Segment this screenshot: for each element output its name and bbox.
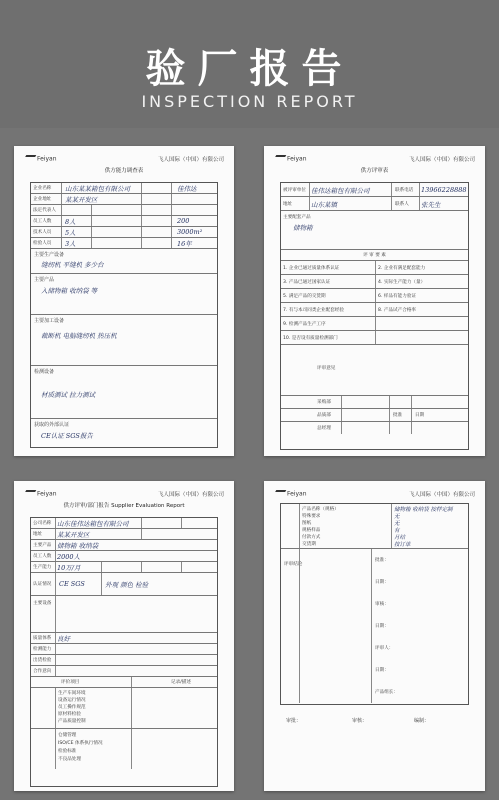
eval-item: 原材料检验 xyxy=(58,712,81,717)
eval-header: 记录/描述 xyxy=(171,680,191,685)
company-logo xyxy=(274,490,307,498)
handwritten-value: 3人 xyxy=(65,240,76,248)
handwritten-value: 10万/月 xyxy=(57,564,81,572)
company-name: 飞人国际（中国）有限公司 xyxy=(157,492,224,498)
company-logo xyxy=(274,155,307,163)
handwritten-value: CE SGS xyxy=(59,580,85,588)
date-label: 日期 xyxy=(415,413,425,418)
logo-text: Feiyan xyxy=(37,490,57,498)
section-label: 检测设备 xyxy=(34,369,55,375)
footer-prepared: 编制： xyxy=(414,718,430,724)
review-item-4: 4. 实际生产能力（量） xyxy=(378,280,426,285)
product-field-label: 规格样品 xyxy=(302,528,321,533)
handwritten-note: 材质测试 拉力测试 xyxy=(41,391,96,399)
approval-label: 评审人： xyxy=(375,646,394,651)
company-logo xyxy=(24,155,57,163)
company-name: 飞人国际（中国）有限公司 xyxy=(157,157,224,163)
handwritten-note: 裁断机 电脑缝纫机 热压机 xyxy=(41,332,117,340)
company-logo xyxy=(24,490,57,498)
review-item-1: 1. 企业已通过质量体系认证 xyxy=(283,266,340,271)
handwritten-value: 有 xyxy=(394,528,400,534)
company-name: 飞人国际（中国）有限公司 xyxy=(408,492,475,498)
approval-label: 日期： xyxy=(375,580,389,585)
review-item-2: 2. 企业有满足配套能力 xyxy=(378,266,426,271)
review-item-3: 3. 产品已通过国家认证 xyxy=(283,280,331,285)
report-subtitle: INSPECTION REPORT xyxy=(141,92,358,111)
evaluation-table xyxy=(30,517,218,787)
signoff-label: 采购部 xyxy=(317,400,331,405)
handwritten-value: 山东佳伟达箱包有限公司 xyxy=(57,520,129,528)
logo-mark-icon xyxy=(272,490,287,498)
eval-item: 检验标准 xyxy=(58,749,77,754)
field-label: 企业名称 xyxy=(33,186,52,191)
approve-label: 批准 xyxy=(393,413,403,418)
eval-item: 员工操作规范 xyxy=(58,705,86,710)
report-header xyxy=(0,0,499,128)
field-label: 公司名称 xyxy=(33,521,52,526)
handwritten-value: 3000m² xyxy=(177,228,203,236)
review-item-7: 7. 有与本司同类企业配套经验 xyxy=(283,308,344,313)
field-label: 联系电话 xyxy=(395,188,414,193)
handwritten-value: 山东某镇 xyxy=(311,201,337,209)
handwritten-value: 佳伟达箱包有限公司 xyxy=(311,187,370,195)
signoff-label: 品质部 xyxy=(317,413,331,418)
field-label: 质量体系 xyxy=(33,636,52,641)
form-title: 供方能力调查表 xyxy=(104,168,144,174)
field-label: 检测能力 xyxy=(33,647,52,652)
handwritten-value: 储物箱 xyxy=(293,224,313,232)
report-title: 验厂报告 xyxy=(145,46,354,92)
form-table xyxy=(30,182,218,448)
eval-item: 产品质量控制 xyxy=(58,719,86,724)
review-opinion-label: 评审意见 xyxy=(317,366,336,371)
review-item-6: 6. 样品有能力验证 xyxy=(378,294,417,299)
logo-mark-icon xyxy=(22,155,37,163)
eval-item: 设备运行情况 xyxy=(58,698,86,703)
section-label: 评审结论 xyxy=(284,562,303,567)
logo-mark-icon xyxy=(272,155,287,163)
eval-header: 评价项目 xyxy=(61,680,80,685)
handwritten-value: 5人 xyxy=(65,229,76,237)
handwritten-value: 无 xyxy=(394,521,400,527)
handwritten-value: 月结 xyxy=(394,535,406,541)
logo-text: Feiyan xyxy=(287,490,307,498)
field-label: 检验人员 xyxy=(33,241,52,246)
handwritten-value: 储物箱 收纳袋 xyxy=(57,542,99,550)
section-label: 主要加工设备 xyxy=(34,318,65,324)
handwritten-value: 200 xyxy=(177,217,190,225)
product-field-label: 图纸 xyxy=(302,521,312,526)
field-label: 被评审单位 xyxy=(283,188,306,193)
handwritten-value: 良好 xyxy=(57,635,70,643)
handwritten-note: 入储物箱 收纳袋 等 xyxy=(41,287,98,295)
supplier-evaluation-report xyxy=(14,481,234,791)
approval-label: 日期： xyxy=(375,668,389,673)
eval-item: ISO/CE 体系执行情况 xyxy=(58,741,103,746)
handwritten-value: 2000人 xyxy=(57,553,81,561)
eval-item: 生产车间环境 xyxy=(58,691,86,696)
handwritten-value: 张先生 xyxy=(421,201,441,209)
handwritten-value: 13966228888 xyxy=(421,186,467,194)
product-table xyxy=(280,503,469,705)
product-review-form xyxy=(264,481,485,791)
footer-approve: 审批： xyxy=(286,718,302,724)
review-header: 评 审 要 素 xyxy=(363,253,386,258)
section-label: 主要生产设备 xyxy=(34,252,65,258)
field-label: 合作意向 xyxy=(33,669,52,674)
handwritten-value: 储物箱 收纳袋 按样定制 xyxy=(394,507,453,513)
section-label: 主要产品 xyxy=(34,277,55,283)
field-label: 主要产品 xyxy=(33,543,52,548)
supplier-capability-form xyxy=(14,146,234,456)
logo-text: Feiyan xyxy=(37,155,57,163)
eval-item: 仓储管理 xyxy=(58,733,77,738)
field-label: 地址 xyxy=(33,532,43,537)
handwritten-value: 外观 颜色 检验 xyxy=(105,581,149,589)
product-field-label: 产品名称（规格） xyxy=(302,507,339,512)
field-label: 主要设备 xyxy=(33,601,52,606)
logo-mark-icon xyxy=(22,490,37,498)
approval-label: 日期： xyxy=(375,624,389,629)
product-field-label: 交货期 xyxy=(302,542,316,547)
supplier-review-form xyxy=(264,146,485,456)
company-name: 飞人国际（中国）有限公司 xyxy=(408,157,475,163)
form-title: 供方评审/部门报告 Supplier Evaluation Report xyxy=(63,503,185,509)
product-field-label: 付款方式 xyxy=(302,535,321,540)
handwritten-note: CE认证 SGS报告 xyxy=(41,432,93,440)
field-label: 主要配套产品 xyxy=(283,215,311,220)
logo-text: Feiyan xyxy=(287,155,307,163)
field-label: 联系人 xyxy=(395,202,409,207)
field-label: 员工人数 xyxy=(33,219,52,224)
handwritten-value: 无 xyxy=(394,514,400,520)
eval-item: 不良品处理 xyxy=(58,757,81,762)
approval-label: 批准： xyxy=(375,558,389,563)
approval-label: 审核： xyxy=(375,602,389,607)
review-item-10: 10. 是否设有质量检测部门 xyxy=(283,336,338,341)
review-item-9: 9. 检测产品生产工序 xyxy=(283,322,326,327)
handwritten-value: 某某开发区 xyxy=(65,196,98,204)
review-table xyxy=(280,182,469,450)
approval-label: 产品组长： xyxy=(375,690,398,695)
handwritten-value: 16年 xyxy=(177,240,192,248)
review-item-8: 8. 产品试产合格率 xyxy=(378,308,417,313)
footer-review: 审核： xyxy=(352,718,368,724)
field-label: 生产能力 xyxy=(33,565,52,570)
section-label: 获取的外部认证 xyxy=(34,422,70,428)
handwritten-value: 某某开发区 xyxy=(57,531,90,539)
handwritten-value: 按订单 xyxy=(394,542,411,548)
handwritten-note: 缝纫机 平缝机 多少台 xyxy=(41,261,104,269)
field-label: 认证情况 xyxy=(33,582,52,587)
field-label: 出货检验 xyxy=(33,658,52,663)
product-field-label: 特殊要求 xyxy=(302,514,321,519)
form-title: 供方评审表 xyxy=(360,168,389,174)
handwritten-value: 山东某某箱包有限公司 xyxy=(65,185,130,193)
handwritten-value: 8人 xyxy=(65,218,76,226)
handwritten-value: 佳伟达 xyxy=(177,185,197,193)
field-label: 法定代表人 xyxy=(33,208,56,213)
review-item-5: 5. 满足产品的交货期 xyxy=(283,294,326,299)
field-label: 技术人员 xyxy=(33,230,52,235)
signoff-label: 总经理 xyxy=(317,426,331,431)
field-label: 员工人数 xyxy=(33,554,52,559)
field-label: 地址 xyxy=(283,202,293,207)
field-label: 企业地址 xyxy=(33,197,52,202)
